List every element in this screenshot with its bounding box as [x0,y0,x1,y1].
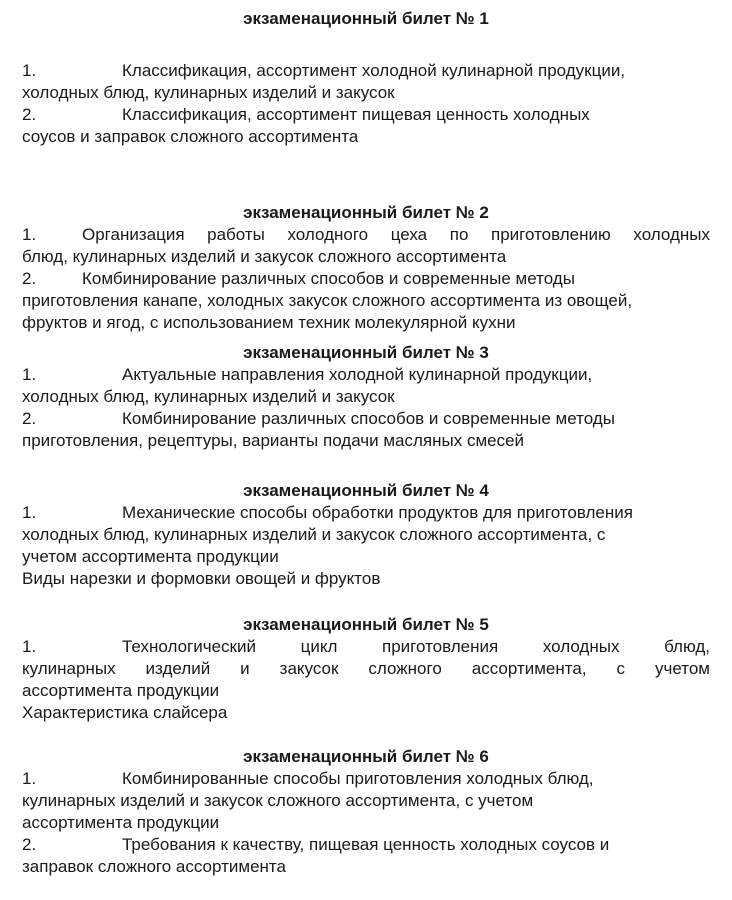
ticket-line [22,812,710,834]
ticket-line [22,834,710,856]
item-text: Организация работы холодного цеха по приготовлению холодных [82,225,710,244]
ticket-line [22,312,710,334]
item-text: приготовления, рецептуры, варианты подачи масляных смесей [22,431,525,450]
ticket-1 [22,8,710,148]
ticket-line [22,408,710,430]
ticket-line [22,568,710,590]
item-number: 1. [22,365,37,384]
item-text: ассортимента продукции [22,681,220,700]
item-text: кулинарных изделий и закусок сложного ассортимента, с учетом [22,791,534,810]
ticket-line [22,680,710,702]
item-number: 2. [22,835,37,854]
ticket-line [22,430,710,452]
ticket-line [22,268,710,290]
ticket-title: экзаменационный билет № 3 [243,343,489,362]
item-text: ассортимента продукции [22,813,220,832]
item-text: Механические способы обработки продуктов для приготовления [122,503,633,522]
ticket-line [22,386,710,408]
item-text: холодных блюд, кулинарных изделий и закусок [22,387,395,406]
ticket-title: экзаменационный билет № 1 [243,9,489,28]
item-number: 2. [22,409,37,428]
ticket-line [22,658,710,680]
item-text: Технологический цикл приготовления холодных блюд, [122,637,710,656]
item-text: Классификация, ассортимент холодной кулинарной продукции, [122,61,626,80]
item-number: 1. [22,637,37,656]
item-text: холодных блюд, кулинарных изделий и закусок [22,83,395,102]
ticket-title: экзаменационный билет № 2 [243,203,489,222]
ticket-4 [22,480,710,590]
item-number: 1. [22,503,37,522]
item-number: 2. [22,269,37,288]
ticket-3 [22,342,710,452]
item-number: 1. [22,61,37,80]
item-text: Требования к качеству, пищевая ценность холодных соусов и [122,835,610,854]
ticket-title: экзаменационный билет № 4 [243,481,489,500]
item-text: Комбинирование различных способов и современные методы [82,269,575,288]
item-text: Актуальные направления холодной кулинарной продукции, [122,365,593,384]
item-text: Характеристика слайсера [22,703,228,722]
ticket-line [22,524,710,546]
ticket-line [22,60,710,82]
item-text: холодных блюд, кулинарных изделий и закусок сложного ассортимента, с [22,525,606,544]
ticket-line [22,224,710,246]
item-text: блюд, кулинарных изделий и закусок сложного ассортимента [22,247,507,266]
item-text: Комбинирование различных способов и современные методы [122,409,615,428]
ticket-line [22,768,710,790]
ticket-line [22,246,710,268]
ticket-line [22,790,710,812]
ticket-line [22,502,710,524]
item-number: 1. [22,225,37,244]
ticket-line [22,126,710,148]
item-text: Комбинированные способы приготовления холодных блюд, [122,769,594,788]
ticket-6 [22,746,710,878]
ticket-2 [22,202,710,334]
item-text: Классификация, ассортимент пищевая ценность холодных [122,105,590,124]
item-text: заправок сложного ассортимента [22,857,286,876]
item-text: кулинарных изделий и закусок сложного ассортимента, с учетом [22,659,710,678]
item-text: Виды нарезки и формовки овощей и фруктов [22,569,381,588]
item-number: 2. [22,105,37,124]
ticket-line [22,104,710,126]
ticket-line [22,546,710,568]
item-text: учетом ассортимента продукции [22,547,279,566]
ticket-line [22,702,710,724]
ticket-line [22,82,710,104]
ticket-title: экзаменационный билет № 6 [243,747,489,766]
item-text: соусов и заправок сложного ассортимента [22,127,359,146]
ticket-5 [22,614,710,724]
ticket-line [22,290,710,312]
item-text: приготовления канапе, холодных закусок сложного ассортимента из овощей, [22,291,633,310]
ticket-line [22,364,710,386]
ticket-line [22,856,710,878]
item-text: фруктов и ягод, с использованием техник молекулярной кухни [22,313,516,332]
ticket-title: экзаменационный билет № 5 [243,615,489,634]
ticket-line [22,636,710,658]
item-number: 1. [22,769,37,788]
